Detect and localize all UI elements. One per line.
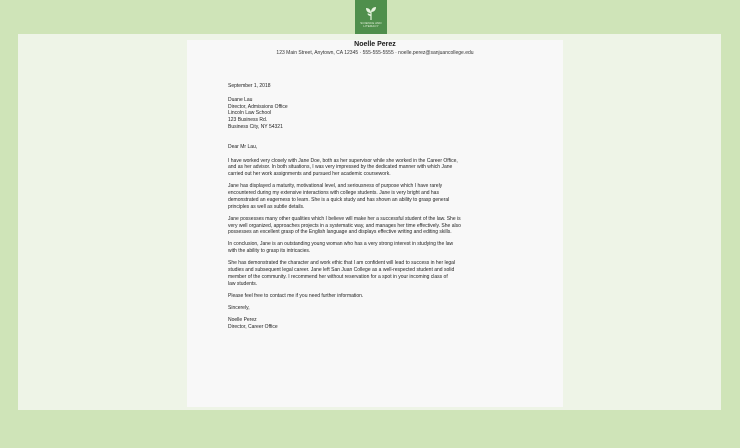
paragraph-2 — [228, 183, 518, 210]
paragraph-line: carried out her work assignments and pursued her academic coursework. — [228, 171, 391, 178]
paragraph-line: studies and subsequent legal career. Jane left San Juan College as a well-respected student and solid — [228, 267, 455, 274]
paragraph-line: possesses an excellent grasp of the English language and displays effective writing and editing skills. — [228, 229, 452, 236]
paragraph-line: Jane possesses many other qualities which I believe will make her a successful student of the law. She is — [228, 215, 461, 222]
signature-name: Noelle Perez — [228, 317, 257, 323]
salutation: Dear Mr Lau, — [228, 143, 258, 150]
closing-request — [228, 293, 518, 300]
recipient-line: Lincoln Law School — [228, 110, 272, 117]
logo-wordmark — [360, 22, 381, 29]
paragraph-line: demonstrated an eagerness to learn. She is a quick study and has shown an ability to grasp general — [228, 196, 450, 203]
signature-title: Director, Career Office — [228, 323, 278, 330]
sender-address: 123 Main Street, Anytown, CA 12345 · 555-555-5555 · noelle.perez@sanjuancollege.edu — [276, 50, 474, 56]
paragraph-line: Sincerely, — [228, 304, 250, 311]
paragraph-line: very well organized, approaches projects in a systematic way, and manages her time effectively. She also — [228, 222, 461, 229]
paragraph-5 — [228, 260, 518, 287]
logo-text-line-1: SCIENCE AND — [360, 20, 382, 25]
paragraph-line: member of the community. I recommend her without reservation for a spot in your incoming class of — [228, 273, 448, 280]
paragraph-line: Please feel free to contact me if you need further information. — [228, 292, 364, 299]
paragraph-3 — [228, 216, 518, 236]
site-logo[interactable] — [355, 0, 387, 34]
complimentary-close — [228, 305, 518, 312]
paragraph-line: Jane has displayed a maturity, motivational level, and seriousness of purpose which I have rarely — [228, 183, 443, 190]
recipient-line: 123 Business Rd. — [228, 117, 268, 124]
letter-body — [228, 83, 518, 336]
paragraph-line: and as her advisor. In both situations, I was very impressed by the dedicated manner with which Jane — [228, 164, 453, 171]
paragraph-line: with the ability to grasp its intricacies. — [228, 248, 311, 255]
signature-block — [228, 317, 518, 331]
recipient-line: Director, Admissions Office — [228, 103, 288, 110]
logo-text-line-2: LITERACY — [363, 24, 379, 28]
sender-name: Noelle Perez — [354, 41, 396, 48]
paragraph-line: principles as well as subtle details. — [228, 203, 305, 210]
paragraph-line: She has demonstrated the character and work ethic that I am confident will lead to success in her legal — [228, 260, 456, 267]
letter-page — [187, 40, 563, 407]
paragraph-line: In conclusion, Jane is an outstanding young woman who has a very strong interest in studying the law — [228, 241, 454, 248]
plant-sprout-icon — [364, 6, 378, 21]
paragraph-4 — [228, 241, 518, 255]
recipient-address — [228, 97, 518, 131]
letter-date: September 1, 2018 — [228, 83, 271, 89]
paragraph-line: I have worked very closely with Jane Doe, both as her supervisor while she worked in the Career Office, — [228, 157, 458, 164]
paragraph-1 — [228, 158, 518, 178]
recipient-line: Duane Lau — [228, 96, 253, 103]
paragraph-line: encountered during my extensive interactions with college students. Jane is very bright and has — [228, 190, 439, 197]
recipient-line: Business City, NY 54321 — [228, 123, 283, 130]
paragraph-line: law students. — [228, 280, 258, 287]
